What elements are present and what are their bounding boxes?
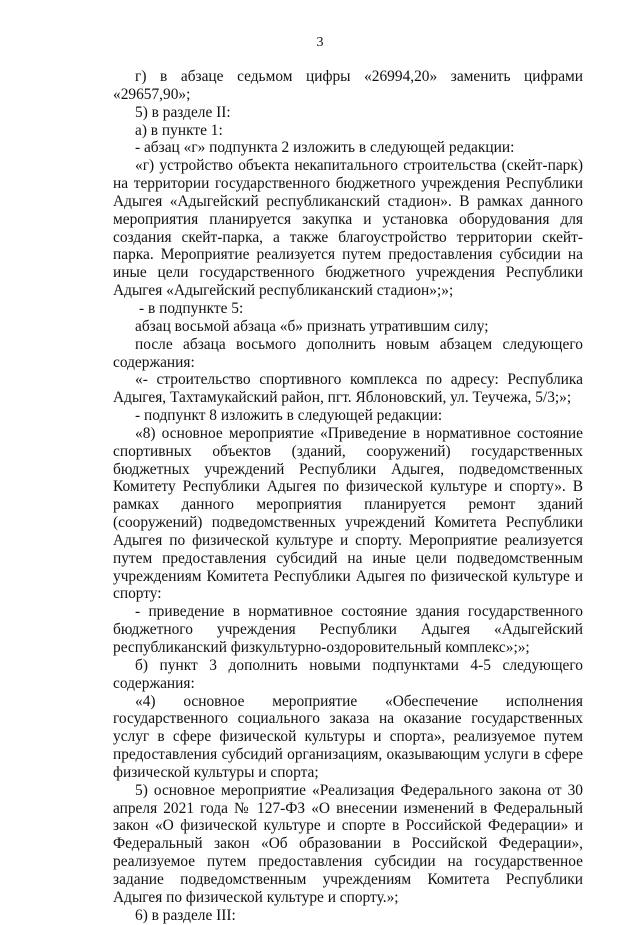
- paragraph-6: - в подпункте 5:: [139, 299, 244, 317]
- paragraph-16: 6) в разделе III:: [135, 906, 236, 924]
- paragraph-11: «8) основное мероприятие «Приведение в нормативное состояние спортивных объектов (зданий, сооружений) государственных бюджетных учреждений Республики Адыгея, подведомственных Комитету Республики Адыгея по физической культуре и спорту». В рамках данного мероприятия планируется ремонт зданий (сооружений) подведомственных учреждений Комитета Республики Адыгея по физической культуре и спорту. Мероприятие реализуется путем предоставления субсидий на иные цели подведомственным учреждениям Комитета Республики Адыгея по физической культуре и спорту:: [113, 424, 583, 603]
- paragraph-8: после абзаца восьмого дополнить новым абзацем следующего содержания:: [113, 335, 583, 371]
- paragraph-15: 5) основное мероприятие «Реализация Федерального закона от 30 апреля 2021 года № 127-ФЗ «О внесении изменений в Федеральный закон «О физической культуре и спорте в Российской Федерации» и Федеральный закон «Об образовании в Российской Федерации», реализуемое путем предоставления субсидии на государственное задание подведомственным учреждениям Комитета Республики Адыгея по физической культуре и спорту.»;: [113, 781, 583, 906]
- paragraph-10: - подпункт 8 изложить в следующей редакции:: [135, 407, 443, 425]
- paragraph-2: 5) в разделе II:: [135, 103, 231, 121]
- paragraph-5: «г) устройство объекта некапитального строительства (скейт-парк) на территории государственного бюджетного учреждения Республики Адыгея «Адыгейский республиканский стадион». В рамках данного мероприятия планируется закупка и установка оборудования для создания скейт-парка, а также благоустройство территории скейт-парка. Мероприятие реализуется путем предоставления субсидии на иные цели государственного бюджетного учреждения Республики Адыгея «Адыгейский республиканский стадион»;»;: [113, 157, 583, 300]
- paragraph-14: «4) основное мероприятие «Обеспечение исполнения государственного социального заказа на оказание государственных услуг в сфере физической культуры и спорта», реализуемое путем предоставления субсидий организациям, оказывающим услуги в сфере физической культуры и спорта;: [113, 692, 583, 781]
- document-body: [113, 68, 583, 925]
- page-number: 3: [316, 35, 324, 50]
- paragraph-1: г) в абзаце седьмом цифры «26994,20» заменить цифрами «29657,90»;: [113, 68, 583, 103]
- paragraph-3: а) в пункте 1:: [135, 121, 223, 139]
- paragraph-9: «- строительство спортивного комплекса по адресу: Республика Адыгея, Тахтамукайский район, пгт. Яблоновский, ул. Теучежа, 5/3;»;: [113, 371, 583, 407]
- paragraph-13: б) пункт 3 дополнить новыми подпунктами 4-5 следующего содержания:: [113, 656, 583, 692]
- paragraph-4: - абзац «г» подпункта 2 изложить в следующей редакции:: [135, 139, 515, 157]
- paragraph-7: абзац восьмой абзаца «б» признать утратившим силу;: [135, 317, 489, 335]
- paragraph-12: - приведение в нормативное состояние здания государственного бюджетного учреждения Республики Адыгея «Адыгейский республиканский физкультурно-оздоровительный комплекс»;»;: [113, 603, 583, 656]
